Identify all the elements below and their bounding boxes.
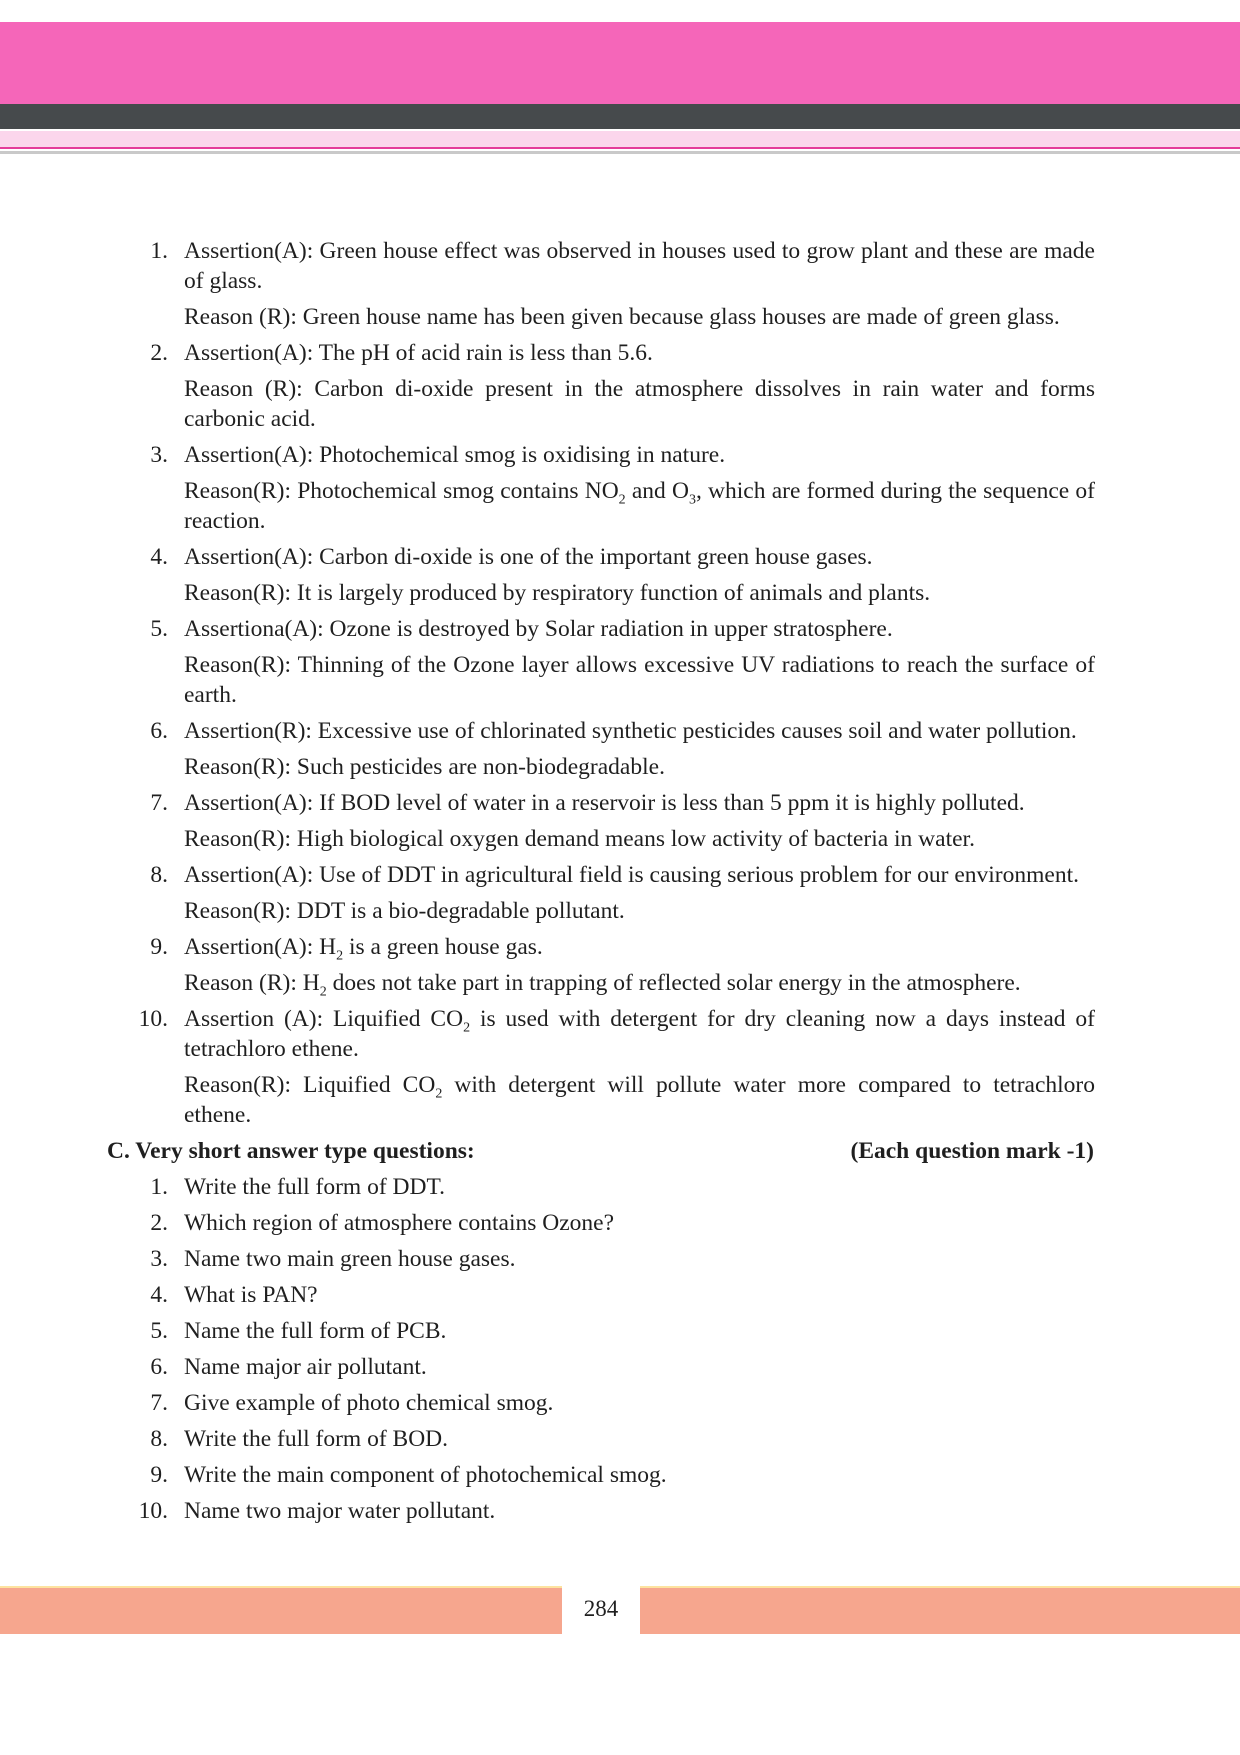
assertion-item-1 — [0, 236, 1095, 332]
item-number: 4. — [150, 1282, 168, 1308]
question-text: Name the full form of PCB. — [184, 1318, 447, 1344]
assertion-item-9 — [0, 932, 1095, 998]
item-number: 3. — [150, 1246, 168, 1272]
question-item — [0, 1172, 1095, 1202]
question-text: Name two main green house gases. — [184, 1246, 516, 1272]
assertion-text: Assertion(A): Use of DDT in agricultural field is causing serious problem for our environment. — [184, 862, 1079, 888]
page-content — [0, 236, 1240, 1532]
assertion-item-8 — [0, 860, 1095, 926]
assertion-item-2 — [0, 338, 1095, 434]
reason-text: Reason(R): Thinning of the Ozone layer allows excessive UV radiations to reach the surface of earth. — [184, 652, 1095, 708]
header-pink-rule — [0, 147, 1240, 149]
question-text: Write the main component of photochemical smog. — [184, 1462, 667, 1488]
assertion-text: Assertion(A): $H_2$ is a green house gas. — [184, 934, 543, 964]
question-item — [0, 1388, 1095, 1418]
header-grey-rule — [0, 151, 1240, 154]
item-number: 7. — [150, 790, 168, 816]
item-number: 9. — [150, 934, 168, 960]
item-number: 10. — [138, 1006, 168, 1032]
reason-text: Reason (R): Green house name has been given because glass houses are made of green glass. — [184, 304, 1060, 330]
question-item — [0, 1208, 1095, 1238]
section-heading — [0, 1136, 1240, 1166]
assertion-item-6 — [0, 716, 1095, 782]
question-text: Name major air pollutant. — [184, 1354, 427, 1380]
assertion-text: Assertion(A): Photochemical smog is oxidising in nature. — [184, 442, 726, 468]
item-number: 2. — [150, 1210, 168, 1236]
question-item — [0, 1280, 1095, 1310]
question-item — [0, 1352, 1095, 1382]
item-number: 7. — [150, 1390, 168, 1416]
question-text: Name two major water pollutant. — [184, 1498, 496, 1524]
item-number: 2. — [150, 340, 168, 366]
question-item — [0, 1316, 1095, 1346]
question-text: Write the full form of BOD. — [184, 1426, 449, 1452]
item-number: 1. — [150, 238, 168, 264]
assertion-text: Assertion(R): Excessive use of chlorinated synthetic pesticides causes soil and water pollution. — [184, 718, 1077, 744]
assertion-item-4 — [0, 542, 1095, 608]
reason-text: Reason(R): Liquified $CO_2$ with detergent will pollute water more compared to tetrachloro ethene. — [184, 1072, 1095, 1128]
reason-text: Reason (R): Carbon di-oxide present in the atmosphere dissolves in rain water and forms carbonic acid. — [184, 376, 1095, 432]
item-number: 9. — [150, 1462, 168, 1488]
item-number: 10. — [138, 1498, 168, 1524]
assertion-text: Assertion (A): Liquified $CO_2$ is used with detergent for dry cleaning now a days instead of tetrachloro ethene. — [184, 1006, 1095, 1062]
question-text: Which region of atmosphere contains Ozone? — [184, 1210, 615, 1236]
question-text: Give example of photo chemical smog. — [184, 1390, 554, 1416]
question-text: What is PAN? — [184, 1282, 318, 1308]
assertion-text: Assertion(A): If BOD level of water in a reservoir is less than 5 ppm it is highly polluted. — [184, 790, 1025, 816]
header-light-stripe — [0, 131, 1240, 147]
reason-text: Reason(R): High biological oxygen demand means low activity of bacteria in water. — [184, 826, 975, 852]
item-number: 8. — [150, 1426, 168, 1452]
question-item — [0, 1424, 1095, 1454]
assertion-text: Assertiona(A): Ozone is destroyed by Solar radiation in upper stratosphere. — [184, 616, 893, 642]
question-item — [0, 1244, 1095, 1274]
assertion-item-3 — [0, 440, 1095, 536]
header-pink-band — [0, 22, 1240, 104]
assertion-item-10 — [0, 1004, 1095, 1130]
item-number: 5. — [150, 1318, 168, 1344]
reason-text: Reason(R): Such pesticides are non-biodegradable. — [184, 754, 665, 780]
item-number: 1. — [150, 1174, 168, 1200]
assertion-text: Assertion(A): Green house effect was observed in houses used to grow plant and these are made of glass. — [184, 238, 1095, 294]
item-number: 6. — [150, 718, 168, 744]
reason-text: Reason(R): It is largely produced by respiratory function of animals and plants. — [184, 580, 931, 606]
item-number: 8. — [150, 862, 168, 888]
assertion-item-5 — [0, 614, 1095, 710]
page-number: 284 — [583, 1596, 619, 1621]
item-number: 5. — [150, 616, 168, 642]
assertion-item-7 — [0, 788, 1095, 854]
assertion-text: Assertion(A): Carbon di-oxide is one of the important green house gases. — [184, 544, 873, 570]
question-item — [0, 1496, 1095, 1526]
reason-text: Reason(R): Photochemical smog contains $NO_2$ and $O_3$, which are formed during the sequence of reaction. — [184, 478, 1095, 534]
question-text: Write the full form of DDT. — [184, 1174, 445, 1200]
item-number: 3. — [150, 442, 168, 468]
question-item — [0, 1460, 1095, 1490]
item-number: 6. — [150, 1354, 168, 1380]
reason-text: Reason(R): DDT is a bio-degradable pollutant. — [184, 898, 625, 924]
header-dark-band — [0, 104, 1240, 129]
section-title: C. Very short answer type questions: — [107, 1138, 475, 1164]
reason-text: Reason (R): $H_2$ does not take part in trapping of reflected solar energy in the atmosphere. — [184, 970, 1021, 1000]
item-number: 4. — [150, 544, 168, 570]
assertion-text: Assertion(A): The pH of acid rain is less than 5.6. — [184, 340, 653, 366]
section-marks: (Each question mark -1) — [850, 1138, 1094, 1164]
